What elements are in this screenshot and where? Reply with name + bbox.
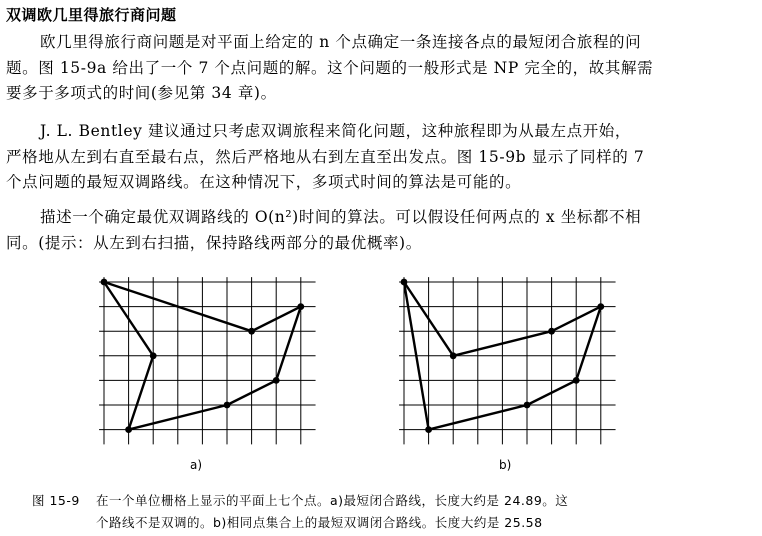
tour-point	[597, 303, 604, 310]
figure-a-label: a)	[190, 458, 203, 472]
paragraph-line: 欧几里得旅行商问题是对平面上给定的 n 个点确定一条连接各点的最短闭合旅程的问	[40, 33, 642, 51]
section-title: 双调欧几里得旅行商问题	[6, 6, 177, 24]
tour-point	[101, 279, 108, 286]
paragraph-line: 描述一个确定最优双调路线的 O(n²)时间的算法。可以假设任何两点的 x 坐标都不相	[40, 208, 642, 226]
figure-b-grid-tour	[388, 270, 628, 450]
paragraph-line: 题。图 15-9a 给出了一个 7 个点问题的解。这个问题的一般形式是 NP 完全的，故其解需	[6, 58, 654, 77]
paragraph-line: 个点问题的最短双调路线。在这种情况下，多项式时间的算法是可能的。	[6, 173, 522, 191]
paragraph-line: J. L. Bentley 建议通过只考虑双调旅程来简化问题，这种旅程即为从最左点开始，	[40, 122, 632, 140]
tour-point	[224, 402, 231, 409]
figure-caption	[32, 490, 752, 534]
figure-b-label: b)	[499, 458, 512, 472]
paragraph-2	[6, 119, 758, 196]
paragraph-line: 同。(提示：从左到右扫描，保持路线两部分的最优概率)。	[6, 233, 422, 252]
caption-line-2: 个路线不是双调的。b)相同点集合上的最短双调闭合路线。长度大约是 25.58	[96, 515, 543, 530]
tour-point	[297, 303, 304, 310]
tour-point	[150, 352, 157, 359]
figure-a-grid-tour	[88, 270, 328, 450]
paragraph-1	[6, 30, 758, 107]
paragraph-3	[6, 205, 758, 256]
tour-point	[573, 377, 580, 384]
tour-point	[273, 377, 280, 384]
tour-point	[401, 279, 408, 286]
tour-point	[425, 426, 432, 433]
tour-point	[450, 352, 457, 359]
tour-point	[524, 402, 531, 409]
paragraph-line: 严格地从左到右直至最右点，然后严格地从右到左直至出发点。图 15-9b 显示了同样的 7	[6, 147, 645, 166]
tour-point	[548, 328, 555, 335]
tour-edge	[129, 356, 154, 430]
paragraph-line: 要多于多项式的时间(参见第 34 章)。	[6, 84, 277, 102]
tour-point	[125, 426, 132, 433]
tour-point	[248, 328, 255, 335]
caption-number: 图 15-9	[32, 493, 80, 508]
caption-line-1: 图 15-9 在一个单位栅格上显示的平面上七个点。a)最短闭合路线，长度大约是 24.89。这	[32, 490, 752, 512]
